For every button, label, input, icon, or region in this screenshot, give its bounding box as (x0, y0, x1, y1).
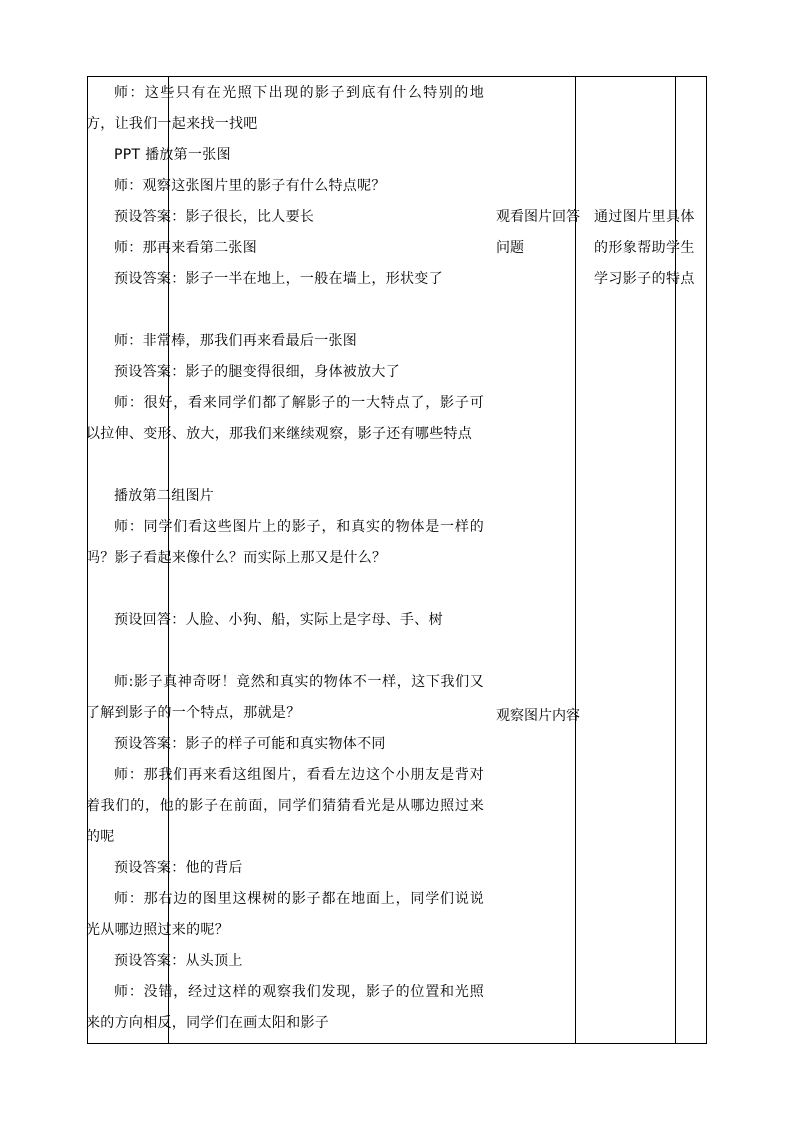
paragraph: 预设答案：影子一半在地上，一般在墙上，形状变了 (114, 271, 443, 287)
paragraph: 师：非常棒，那我们再来看最后一张图 (114, 333, 358, 349)
paragraph: 师:影子真神奇呀！竟然和真实的物体不一样，这下我们又了解到影子的一个特点，那就是？ (86, 674, 484, 721)
paragraph: 播放第二组图片 (114, 488, 215, 504)
paragraph: 预设回答：人脸、小狗、船，实际上是字母、手、树 (114, 612, 443, 628)
paragraph: 预设答案：影子很长，比人要长 (114, 209, 315, 225)
paragraph: 预设答案：从头顶上 (114, 953, 243, 969)
paragraph: 师：那右边的图里这棵树的影子都在地面上，同学们说说光从哪边照过来的呢？ (86, 891, 484, 938)
student-activity-text: 观察图片内容 (496, 708, 580, 724)
paragraph: 预设答案：他的背后 (114, 860, 243, 876)
paragraph: 师：观察这张图片里的影子有什么特点呢？ (114, 178, 386, 194)
paragraph: PPT 播放第一张图 (114, 147, 231, 163)
paragraph: 师：那再来看第二张图 (114, 240, 257, 256)
paragraph: 师：那我们再来看这组图片，看看左边这个小朋友是背对着我们的，他的影子在前面，同学们猜猜看光是从哪边照过来的呢 (86, 767, 484, 845)
paragraph: 师：这些只有在光照下出现的影子到底有什么特别的地方，让我们一起来找一找吧 (86, 85, 484, 132)
paragraph: 预设答案：影子的腿变得很细，身体被放大了 (114, 364, 400, 380)
paragraph: 师：很好，看来同学们都了解影子的一大特点了，影子可以拉伸、变形、放大，那我们来继续观察，影子还有哪些特点 (86, 395, 484, 442)
design-intent-text: 通过图片里具体的形象帮助学生学习影子的特点 (594, 209, 695, 287)
paragraph: 预设答案：影子的样子可能和真实物体不同 (114, 736, 386, 752)
paragraph: 师：没错，经过这样的观察我们发现，影子的位置和光照来的方向相反，同学们在画太阳和影子 (86, 984, 484, 1031)
paragraph: 师：同学们看这些图片上的影子，和真实的物体是一样的吗？影子看起来像什么？而实际上那又是什么？ (86, 519, 484, 566)
student-activity-text: 观看图片回答问题 (496, 209, 580, 256)
